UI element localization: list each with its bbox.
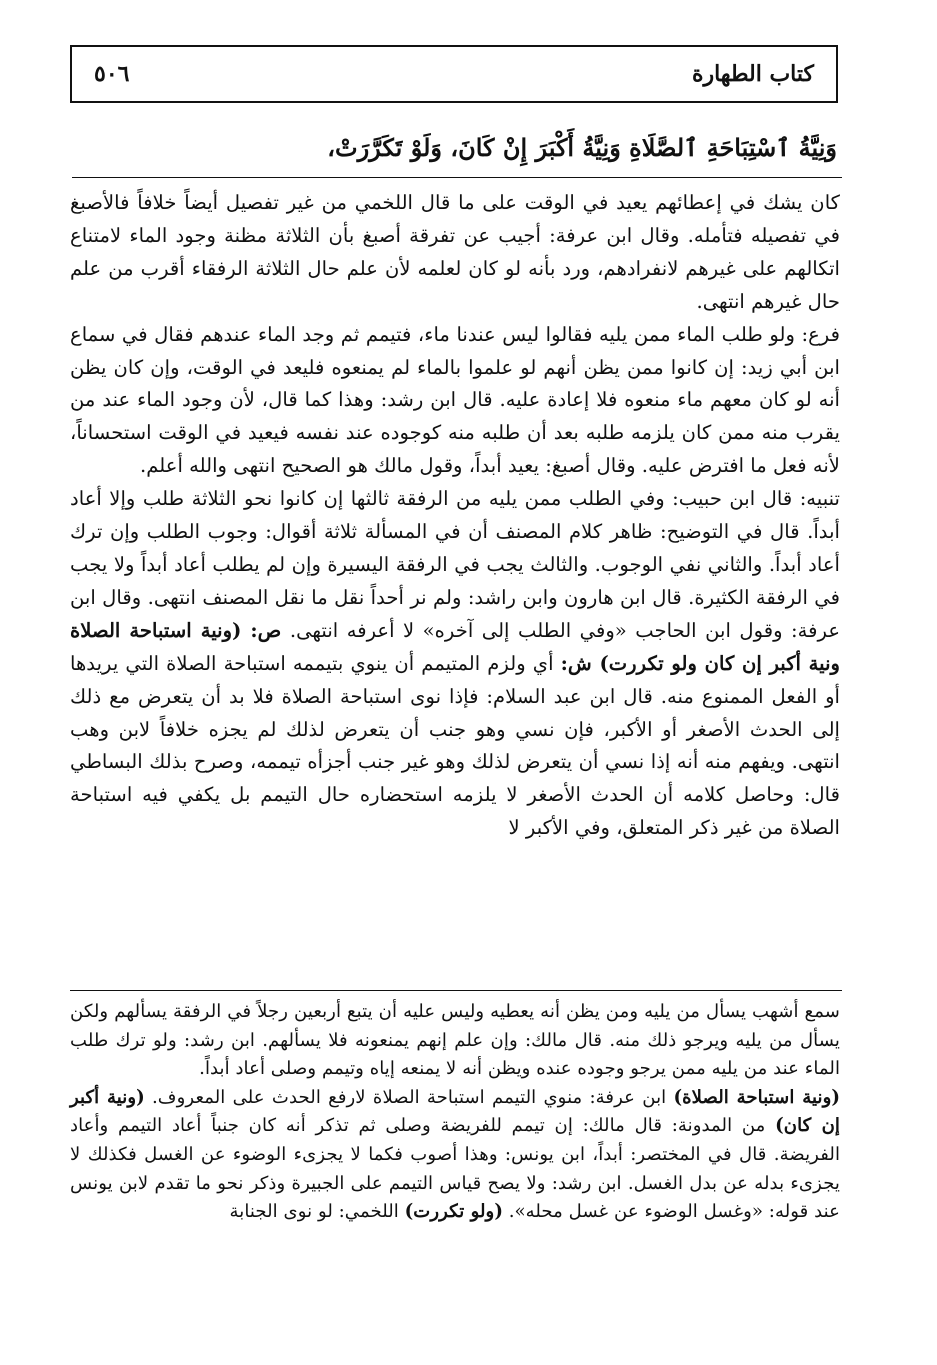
note-2-part-c: اللخمي: لو نوى الجنابة [229,1201,399,1223]
paragraph-3-part-b: أي ولزم المتيمم أن ينوي بتيممه استباحة الصلاة التي يريدها أو الفعل الممنوع منه. قال ابن عبد السلام: فإذا نوى استباحة الصلاة فلا بد أن يتعرض مع ذلك إلى الحدث الأصغر أو الأكبر، فإن نسي وهو جنب أن يتعرض لذلك لم يجزه خلافاً لابن وهب انتهى. ويفهم منه أنه إذا نسي أن يتعرض لذلك وهو غير جنب أجزأه تيممه، وصرح بذلك البساطي قال: وحاصل كلامه أن الحدث الأصغر لا يلزمه استحضاره حال التيمم بل يكفي فيه استباحة الصلاة من غير ذكر المتعلق، وفي الأكبر لا [70,651,840,840]
paragraph-2: فرع: ولو طلب الماء ممن يليه فقالوا ليس عندنا ماء، فتيمم ثم وجد الماء عندهم فقال في سماع ابن أبي زيد: إن كانوا ممن يظن أنهم لو علموا بالماء لم يمنعوه فليعد في الوقت، وإن كان يظن أنه لو كان معهم ماء منعوه فلا إعادة عليه. قال ابن رشد: وهذا كما قال، لأن وجود الماء عند من يقرب منه ممن كان يلزمه طلبه بعد أن طلبه منه كوجوده عند نفسه فيعيد في الوقت استحساناً، لأنه فعل ما افترض عليه. وقال أصبغ: يعيد أبداً، وقول مالك هو الصحيح انتهى والله أعلم. [70,322,840,478]
paragraph-3-part-a: تنبيه: قال ابن حبيب: وفي الطلب ممن يليه من الرفقة ثالثها إن كانوا نحو الثلاثة طلب وإلا أعاد أبداً. قال في التوضيح: ظاهر كلام المصنف أن في المسألة ثلاثة أقوال: وجوب الطلب وإن ترك أعاد أبداً. والثاني نفي الوجوب. والثالث يجب في الرفقة اليسيرة وإن لم يطلب أعاد أبداً ولا يجب في الرفقة الكثيرة. قال ابن هارون وابن راشد: ولم نر أحداً نقل ما نقل المصنف انتهى. وقال ابن عرفة: وقول ابن الحاجب «وفي الطلب إلى آخره» لا أعرفه انتهى. [70,487,841,642]
note-1: سمع أشهب يسأل من يليه ومن يظن أنه يعطيه وليس عليه أن يتبع أربعين رجلاً في الرفقة يسألهم ولكن يسأل من يليه ويرجو ذلك منه. قال مالك: وإن علم إنهم يمنعونه فلا يسألهم. ابن رشد: ولو ترك طلب الماء عند من يليه ممن يرجو وجوده عنده ويظن أنه لا يمنعه إياه وتيمم وصلى أعاد أبداً. [70,1001,840,1080]
footnotes [70,998,840,1227]
note-2-part-a: ابن عرفة: منوي التيمم استباحة الصلاة لارفع الحدث على المعروف. [152,1086,667,1108]
note-2 [70,1084,840,1227]
note-2-part-b: من المدونة: قال مالك: إن تيمم للفريضة وصلى ثم تذكر أنه كان جنباً أعاد التيمم وأعاد الفريضة. قال في المختصر: أبداً، ابن يونس: وهذا أصوب فكما لا يجزىء الوضوء عن الغسل فكذلك لا يجزىء بدله عن بدل الغسل. ابن رشد: ولا يصح قياس التيمم على الجبيرة وذكر نحو ما تقدم لابن يونس عند قوله: «وغسل الوضوء عن غسل محله». [70,1115,840,1223]
matn-line: وَنِيَّةُ ٱسْتِبَاحَةِ ٱلصَّلَاةِ وَنِيَّةُ أَكْبَرَ إِنْ كَانَ، وَلَوْ تَكَرَّرَتْ، [327,133,837,162]
page-number: ٥٠٦ [94,61,130,87]
matn-quote: ص: (ونية استباحة الصلاة ونية أكبر إن كان ولو تكررت) ش: [70,618,840,675]
paragraph-1: كان يشك في إعطائهم يعيد في الوقت على ما قال اللخمي من غير تفصيل أيضاً خلافاً فالأصبغ في تفصيله فتأمله. وقال ابن عرفة: أجيب عن تفرقة أصبغ بأن الثلاثة مظنة وجود الماء لامتناع اتكالهم على غيرهم لانفرادهم، ورد بأنه لو كان لعلمه لأن علم حال الثلاثة الرفقاء أقرب من علم حال غيرهم انتهى. [70,191,840,313]
footnote-divider [70,990,842,991]
note-quote-a: (ونية استباحة الصلاة) [673,1086,840,1108]
note-quote-b: (ونية أكبر إن كان) [70,1086,840,1137]
header-title: كتاب الطهارة [691,61,814,87]
page-header [70,45,838,103]
top-divider [72,177,842,178]
note-quote-c: (ولو تكررت) [404,1201,503,1223]
paragraph-3 [70,483,840,845]
commentary-body [70,187,840,845]
